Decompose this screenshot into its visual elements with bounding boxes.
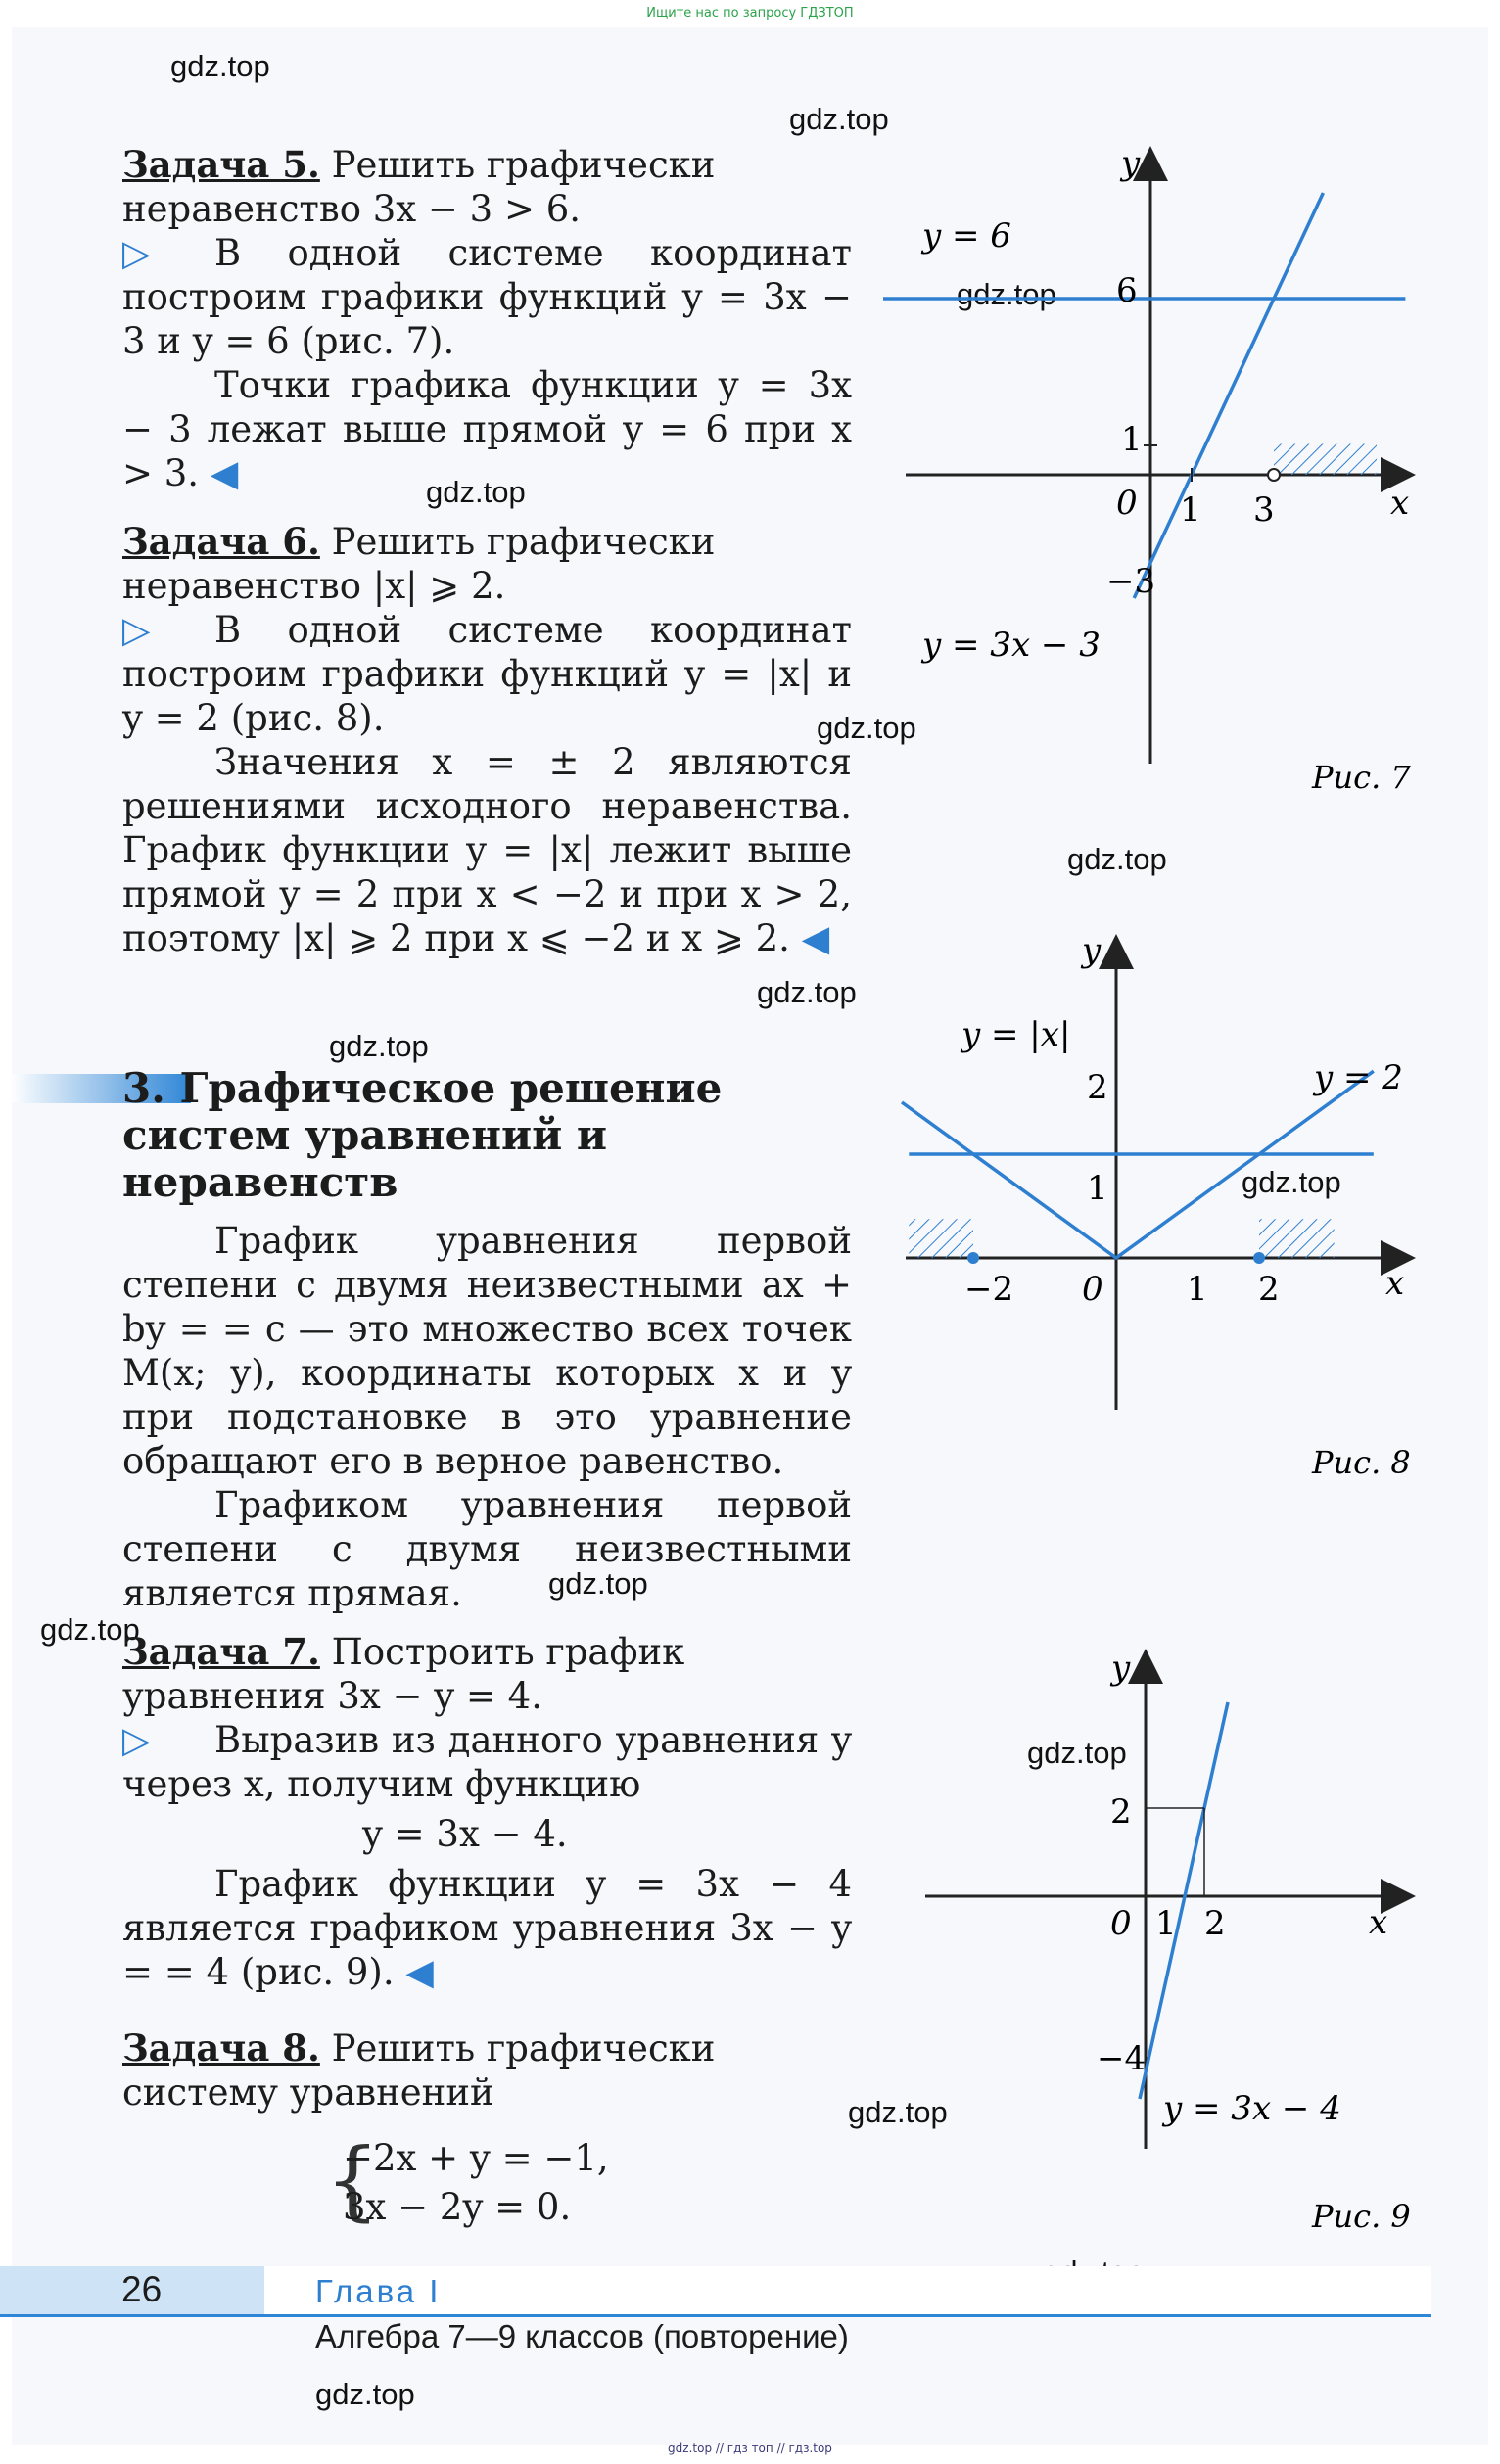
line-label: y = 2 bbox=[1314, 1058, 1403, 1097]
task5-block bbox=[122, 143, 852, 495]
task6-heading: Решить графически bbox=[319, 521, 716, 563]
x-axis-label: x bbox=[1369, 1903, 1388, 1942]
task7-solution bbox=[122, 1718, 852, 1806]
solution-hatch bbox=[1274, 444, 1377, 476]
section-paragraph: График уравнения первой степени с двумя неизвестными ax + by = = c — это множество всех точек M(x; y), координаты которых x и y при подстановке в это уравнение обращают его в верное равенство. bbox=[122, 1220, 852, 1482]
x-axis-label: x bbox=[1390, 484, 1410, 523]
task8-title: Задача 8. bbox=[122, 2026, 320, 2069]
line-label: y = 3x − 3 bbox=[922, 626, 1101, 665]
task7-equation: y = 3x − 4. bbox=[362, 1813, 568, 1855]
x-axis-label: x bbox=[1385, 1264, 1405, 1303]
tick-label: 2 bbox=[1204, 1904, 1226, 1943]
task5-solution-text: В одной системе координат построим графики функций y = 3x − 3 и y = 6 (рис. 7). bbox=[122, 232, 852, 362]
page-number: 26 bbox=[121, 2269, 163, 2309]
task7-condition: уравнения 3x − y = 4. bbox=[122, 1675, 542, 1717]
task5-conclusion bbox=[122, 363, 852, 495]
tick-label: 1 bbox=[1187, 1270, 1208, 1309]
task6-title: Задача 6. bbox=[122, 520, 320, 563]
tick-label: 2 bbox=[1258, 1270, 1280, 1309]
y-axis-label: y bbox=[1082, 931, 1102, 970]
line-3x-4 bbox=[1140, 1702, 1228, 2099]
solution-end-icon: ◀ bbox=[801, 917, 830, 959]
task7-block bbox=[122, 1630, 852, 1994]
figure-caption: Рис. 9 bbox=[1312, 2198, 1411, 2235]
tick-label: 1 bbox=[1087, 1169, 1108, 1208]
task7-heading: Построить график bbox=[319, 1631, 685, 1673]
watermark: gdz.top bbox=[957, 277, 1056, 311]
task7-solution-text: Выразив из данного уравнения y через x, получим функцию bbox=[122, 1719, 852, 1805]
solution-start-icon: ▷ bbox=[122, 1719, 151, 1761]
watermark: gdz.top bbox=[170, 49, 270, 83]
watermark: gdz.top bbox=[789, 102, 889, 136]
boundary-point bbox=[1268, 469, 1280, 481]
tick-label: 1 bbox=[1155, 1904, 1177, 1943]
chapter-subtitle: Алгебра 7—9 классов (повторение) bbox=[315, 2318, 849, 2354]
task8-block bbox=[122, 2026, 852, 2115]
tick-label: 1 bbox=[1180, 490, 1201, 530]
task6-solution bbox=[122, 608, 852, 740]
solution-hatch bbox=[909, 1219, 973, 1258]
watermark: gdz.top bbox=[848, 2095, 948, 2129]
system-brace: { bbox=[325, 2129, 380, 2230]
watermark: gdz.top bbox=[315, 2377, 415, 2411]
task8-condition: систему уравнений bbox=[122, 2071, 494, 2114]
tick-label: 6 bbox=[1116, 271, 1138, 310]
task5-heading: Решить графически bbox=[319, 144, 716, 186]
watermark: gdz.top bbox=[1027, 1736, 1127, 1770]
section-title: 3. Графическое решение систем уравнений и неравенств bbox=[122, 1064, 723, 1206]
tick-label: 2 bbox=[1087, 1068, 1108, 1107]
solution-hatch bbox=[1259, 1219, 1335, 1258]
graph-label: y = |x| bbox=[961, 1015, 1071, 1054]
task7-conclusion bbox=[122, 1862, 852, 1994]
solution-point bbox=[967, 1252, 979, 1264]
task6-condition: неравенство |x| ⩾ 2. bbox=[122, 565, 506, 607]
watermark: gdz.top bbox=[817, 711, 916, 745]
solution-start-icon: ▷ bbox=[122, 609, 151, 651]
watermark: gdz.top bbox=[1067, 842, 1167, 876]
watermark: gdz.top bbox=[40, 1612, 140, 1647]
origin-label: 0 bbox=[1110, 1904, 1132, 1943]
task5-solution bbox=[122, 231, 852, 363]
watermark: gdz.top bbox=[757, 975, 857, 1009]
solution-start-icon: ▷ bbox=[122, 232, 151, 274]
tick-label: 1 bbox=[1121, 420, 1143, 459]
figure-8 bbox=[881, 920, 1430, 1488]
footer-rule bbox=[0, 2314, 1431, 2317]
task5-title: Задача 5. bbox=[122, 143, 320, 186]
line-label: y = 6 bbox=[922, 216, 1011, 256]
y-axis-label: y bbox=[1111, 1649, 1131, 1688]
figure-9 bbox=[901, 1645, 1430, 2252]
solution-end-icon: ◀ bbox=[405, 1951, 434, 1993]
origin-label: 0 bbox=[1082, 1270, 1103, 1309]
equation-system bbox=[343, 2134, 609, 2232]
figure-caption: Рис. 7 bbox=[1312, 759, 1411, 796]
tick-label: −4 bbox=[1097, 2039, 1147, 2078]
footer-band bbox=[0, 2266, 1431, 2315]
origin-label: 0 bbox=[1116, 484, 1138, 523]
task6-conclusion-text: Значения x = ± 2 являются решениями исходного неравенства. График функции y = |x| лежит выше прямой y = 2 при x < −2 и при x > 2, поэтому |x| ⩾ 2 при x ⩽ −2 и x ⩾ 2. bbox=[122, 741, 852, 959]
task7-title: Задача 7. bbox=[122, 1630, 320, 1673]
watermark: gdz.top bbox=[1242, 1165, 1341, 1199]
task6-conclusion bbox=[122, 740, 852, 960]
section-paragraph: Графиком уравнения первой степени с двумя неизвестными является прямая. bbox=[122, 1484, 852, 1614]
chapter-label: Глава I bbox=[315, 2273, 442, 2309]
task8-heading: Решить графически bbox=[319, 2027, 716, 2069]
line-3x-3 bbox=[1134, 193, 1323, 598]
tick-label: 2 bbox=[1110, 1792, 1132, 1832]
task6-solution-text: В одной системе координат построим графики функций y = |x| и y = 2 (рис. 8). bbox=[122, 609, 852, 739]
bottom-banner: gdz.top // гдз топ // гдз.top bbox=[668, 2441, 832, 2455]
watermark: gdz.top bbox=[548, 1566, 648, 1601]
task5-conclusion-text: Точки графика функции y = 3x − 3 лежат выше прямой y = 6 при x > 3. bbox=[122, 364, 852, 494]
watermark: gdz.top bbox=[426, 475, 526, 509]
system-equation-1: −2x + y = −1, bbox=[343, 2137, 609, 2179]
line-label: y = 3x − 4 bbox=[1163, 2089, 1341, 2128]
figure-caption: Рис. 8 bbox=[1312, 1444, 1411, 1481]
tick-label: −3 bbox=[1106, 562, 1156, 601]
watermark: gdz.top bbox=[329, 1029, 429, 1063]
tick-label: 3 bbox=[1253, 490, 1275, 530]
solution-end-icon: ◀ bbox=[210, 452, 239, 494]
task7-conclusion-text: График функции y = 3x − 4 является графиком уравнения 3x − y = = 4 (рис. 9). bbox=[122, 1863, 852, 1993]
task6-block bbox=[122, 520, 852, 960]
task5-condition: неравенство 3x − 3 > 6. bbox=[122, 188, 582, 230]
top-banner: Ищите нас по запросу ГДЗТОП bbox=[646, 6, 854, 21]
system-equation-2: 3x − 2y = 0. bbox=[343, 2186, 572, 2228]
figure-7 bbox=[881, 137, 1430, 803]
tick-label: −2 bbox=[964, 1270, 1014, 1309]
section-body bbox=[122, 1219, 852, 1615]
solution-point bbox=[1253, 1252, 1265, 1264]
y-axis-label: y bbox=[1121, 144, 1141, 183]
